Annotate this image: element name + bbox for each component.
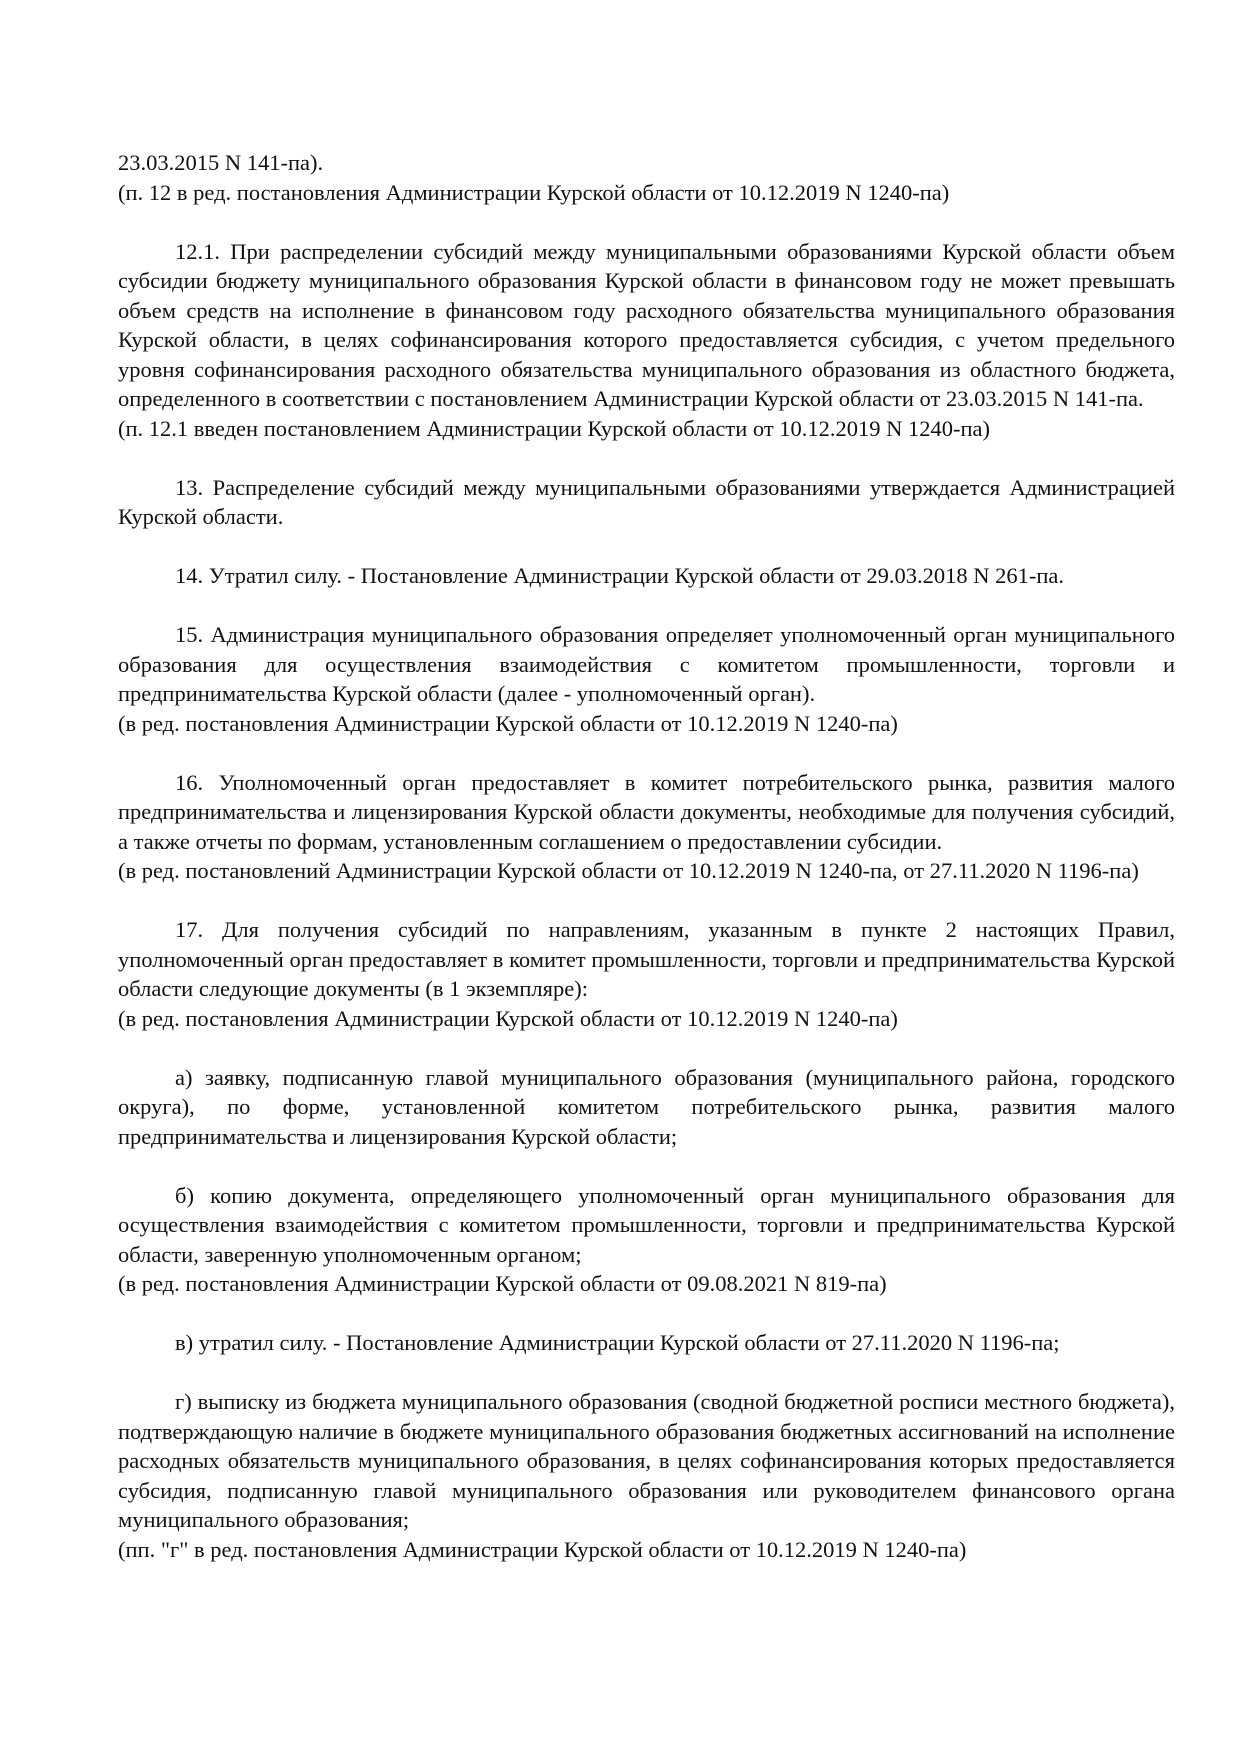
paragraph-15: 15. Администрация муниципального образования определяет уполномоченный орган муниципального образования для осуществления взаимодействия с комитетом промышленности, торговли и предпринимательства Курской области (далее - уполномоченный орган). [118, 622, 1175, 706]
amendment-note-p16: (в ред. постановлений Администрации Курской области от 10.12.2019 N 1240-па, от 27.11.2020 N 1196-па) [118, 858, 1139, 883]
amendment-note-b: (в ред. постановления Администрации Курской области от 09.08.2021 N 819-па) [118, 1271, 887, 1296]
paragraph-12-1: 12.1. При распределении субсидий между муниципальными образованиями Курской области объем субсидии бюджету муниципального образования Курской области в финансовом году не может превышать объем средств на исполнение в финансовом году расходного обязательства муниципального образования Курской области, в целях софинансирования которого предоставляется субсидия, с учетом предельного уровня софинансирования расходного обязательства муниципального образования из областного бюджета, определенного в соответствии с постановлением Администрации Курской области от 23.03.2015 N 141-па. [118, 238, 1175, 411]
amendment-note-p17: (в ред. постановления Администрации Курской области от 10.12.2019 N 1240-па) [118, 1005, 898, 1031]
amendment-note-p12: (п. 12 в ред. постановления Администрации Курской области от 10.12.2019 N 1240-па) [118, 179, 950, 205]
continuation-fragment [118, 148, 1175, 178]
amendment-note-g: (пп. "г" в ред. постановления Администрации Курской области от 10.12.2019 N 1240-па) [118, 1536, 967, 1562]
fragment-line: 23.03.2015 N 141-па). [118, 150, 324, 175]
subparagraph-b: б) копию документа, определяющего уполномоченный орган муниципального образования для осуществления взаимодействия с комитетом промышленности, торговли и предпринимательства Курской области, заверенную уполномоченным органом; [118, 1182, 1175, 1267]
paragraph-17: 17. Для получения субсидий по направлениям, указанным в пункте 2 настоящих Правил, уполномоченный орган предоставляет в комитет промышленности, торговли и предпринимательства Курской области следующие документы (в 1 экземпляре): [118, 917, 1175, 1001]
amendment-note-p12-1: (п. 12.1 введен постановлением Администрации Курской области от 10.12.2019 N 1240-па) [118, 415, 991, 441]
subparagraph-v: в) утратил силу. - Постановление Администрации Курской области от 27.11.2020 N 1196-па; [175, 1330, 1060, 1355]
document-page [118, 148, 1175, 1594]
subparagraph-a: а) заявку, подписанную главой муниципального образования (муниципального района, городского округа), по форме, установленной комитетом потребительского рынка, развития малого предпринимательства и лицензирования Курской области; [118, 1064, 1175, 1149]
amendment-note-p15: (в ред. постановления Администрации Курской области от 10.12.2019 N 1240-па) [118, 710, 898, 736]
paragraph-14: 14. Утратил силу. - Постановление Администрации Курской области от 29.03.2018 N 261-па. [175, 563, 1064, 588]
paragraph-16: 16. Уполномоченный орган предоставляет в комитет потребительского рынка, развития малого предпринимательства и лицензирования Курской области документы, необходимые для получения субсидий, а также отчеты по формам, установленным соглашением о предоставлении субсидии. [118, 769, 1175, 854]
paragraph-13: 13. Распределение субсидий между муниципальными образованиями утверждается Администрацией Курской области. [118, 474, 1175, 529]
subparagraph-g: г) выписку из бюджета муниципального образования (сводной бюджетной росписи местного бюджета), подтверждающую наличие в бюджете муниципального образования бюджетных ассигнований на исполнение расходных обязательств муниципального образования, в целях софинансирования которых предоставляется субсидия, подписанную главой муниципального образования или руководителем финансового органа муниципального образования; [118, 1389, 1175, 1532]
